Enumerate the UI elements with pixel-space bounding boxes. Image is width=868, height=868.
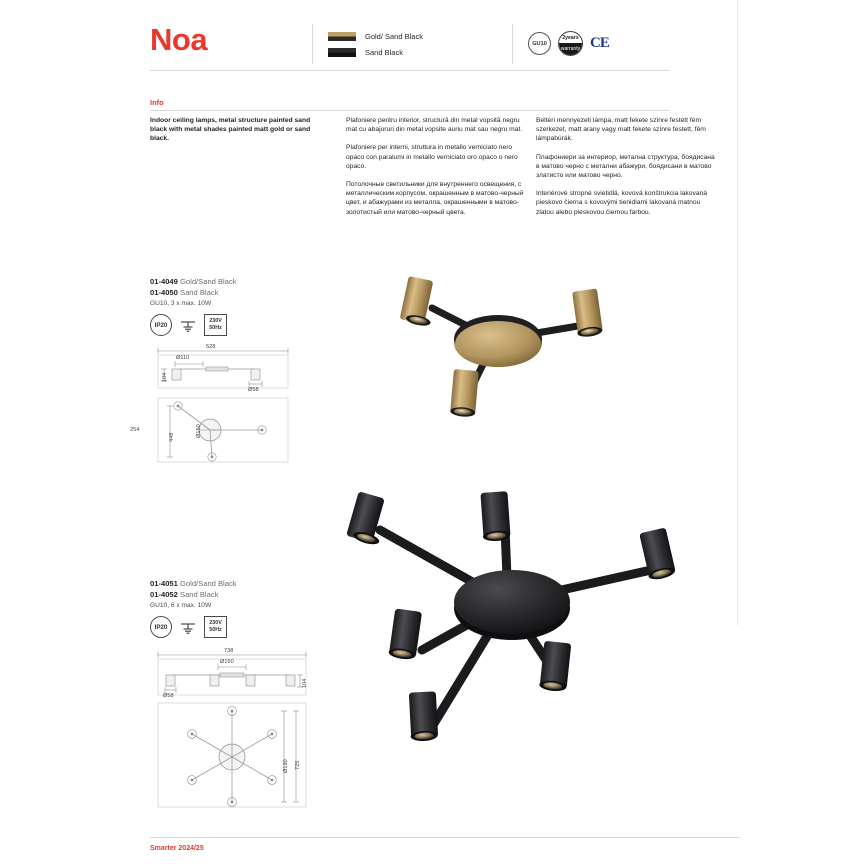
info-divider [150,110,670,111]
product-info-01-4049 [150,276,237,336]
product-info-01-4051 [150,578,237,638]
info-column-en [150,116,328,153]
header-badges [528,31,609,56]
spot-light-2 [480,491,510,542]
info-column-hu-bg-sk [536,116,716,226]
swatch-gold-sand-black-icon [328,32,356,41]
voltage-icon [204,616,227,638]
info-paragraph: Плафониери за интериор, метална структура, боядисана в матово черно с метални абажури, боядисани в матово златисто или матово черно. [536,153,715,180]
swatch-sand-black-icon [328,48,356,57]
info-column-ro-it-ru [346,116,526,226]
spot-light-4 [539,641,571,693]
finish-label: Sand Black [365,48,403,57]
spot-light-2 [572,288,603,338]
spot-light-3 [450,369,479,418]
voltage-value: 230V [209,620,222,626]
product-code-row [150,589,237,600]
product-code-row [150,276,237,287]
dim-depth-label: 448 [169,432,175,442]
ce-mark-icon: CE [590,35,609,51]
header-separator-2 [512,24,513,64]
technical-drawing-01-4049 [130,340,340,475]
product-photo-svg-2 [290,480,740,780]
product-badges [150,616,237,638]
spot-light-1 [400,276,434,328]
product-code: 01-4049 [150,277,178,286]
info-paragraph: Plafoniere per interni, struttura in metallo verniciato nero opaco con paralumi in metallo verniciato oro opaco o nero opaco. [346,144,518,170]
info-paragraph: Потолочные светильники для внутреннего освещения, с металлическим корпусом, окрашенным в матово-черный цвет, и абажурами из металла, окрашенными в матово-золотистый или матово-черный цвета. [346,181,524,216]
product-code: 01-4050 [150,288,178,297]
product-finish: Gold/Sand Black [180,277,237,286]
info-heading: Info [150,98,164,107]
socket-gu10-icon: GU10 [528,32,551,55]
info-paragraph: Indoor ceiling lamps, metal structure painted sand black with metal shades painted matt gold or sand black. [150,117,311,143]
dim-height-label: 104 [302,678,308,688]
footer-label: Smarter 2024/25 [150,845,204,852]
protection-class-svg [178,617,198,637]
dim-plate-dia-label: Ø150 [196,424,202,438]
product-finish: Sand Black [180,288,219,297]
spot-light-6 [409,691,438,741]
dim-tube-dia-label: Ø58 [248,387,259,393]
product-spec: GU10, 3 x max. 10W [150,300,212,307]
finish-row [328,46,498,59]
product-badges [150,314,237,336]
dim-shade-dia-label: Ø110 [176,355,190,361]
product-photo-01-4052 [290,480,740,785]
ip-rating-icon: IP20 [150,616,172,638]
voltage-icon [204,314,227,336]
protection-class-svg [178,315,198,335]
spot-light-1 [346,491,385,546]
voltage-value: 230V [209,318,222,324]
frequency-value: 50Hz [209,627,222,633]
finish-legend [328,30,498,62]
dim-height-label: 104 [162,372,168,382]
product-code-row [150,578,237,589]
info-paragraph: Plafoniere pentru interior, structură din metal vopsită negru mat cu abajururi din metal vopsite auriu mat sau negru mat. [346,117,523,134]
product-code: 01-4051 [150,579,178,588]
protection-class-icon [178,617,198,637]
product-code-row [150,287,237,298]
product-photo-svg-1 [370,268,650,458]
frequency-value: 50Hz [209,325,222,331]
info-paragraph: Interiérové stropné svietidlá, kovová konštrukcia lakovaná pieskovo čierna s kovovými tienidlami lakovaná matnou zlatou alebo pieskovou čiernou farbou. [536,190,707,216]
footer-divider [150,837,740,838]
product-code: 01-4052 [150,590,178,599]
header-separator-1 [312,24,313,64]
spot-light-5 [388,608,422,660]
product-spec: GU10, 6 x max. 10W [150,602,212,609]
dim-total-depth-label: 254 [130,427,140,433]
warranty-badge-icon [558,31,583,56]
warranty-top-label: 2years [562,35,579,41]
ip-rating-icon: IP20 [150,314,172,336]
finish-label: Gold/ Sand Black [365,32,423,41]
dim-depth-label: 725 [295,760,301,770]
protection-class-icon [178,315,198,335]
brand-title: Noa [150,22,208,57]
header-divider [150,70,670,71]
dim-tube-dia-label: Ø58 [163,693,174,699]
info-paragraph: Beltéri mennyezeti lámpa, matt fekete színre festett fém szerkezet, matt arany vagy matt fekete színre festett, fém lámpabúrák. [536,117,706,143]
product-photo-01-4049 [370,268,650,463]
product-finish: Gold/Sand Black [180,579,237,588]
dim-width-label: 528 [206,344,216,350]
warranty-bottom-label: warranty [559,43,582,55]
finish-row [328,30,498,43]
dim-inner-depth-label: Ø190 [283,759,289,773]
dim-width-label: 738 [224,648,234,654]
dim-plate-dia-label: Ø150 [220,659,234,665]
product-finish: Sand Black [180,590,219,599]
